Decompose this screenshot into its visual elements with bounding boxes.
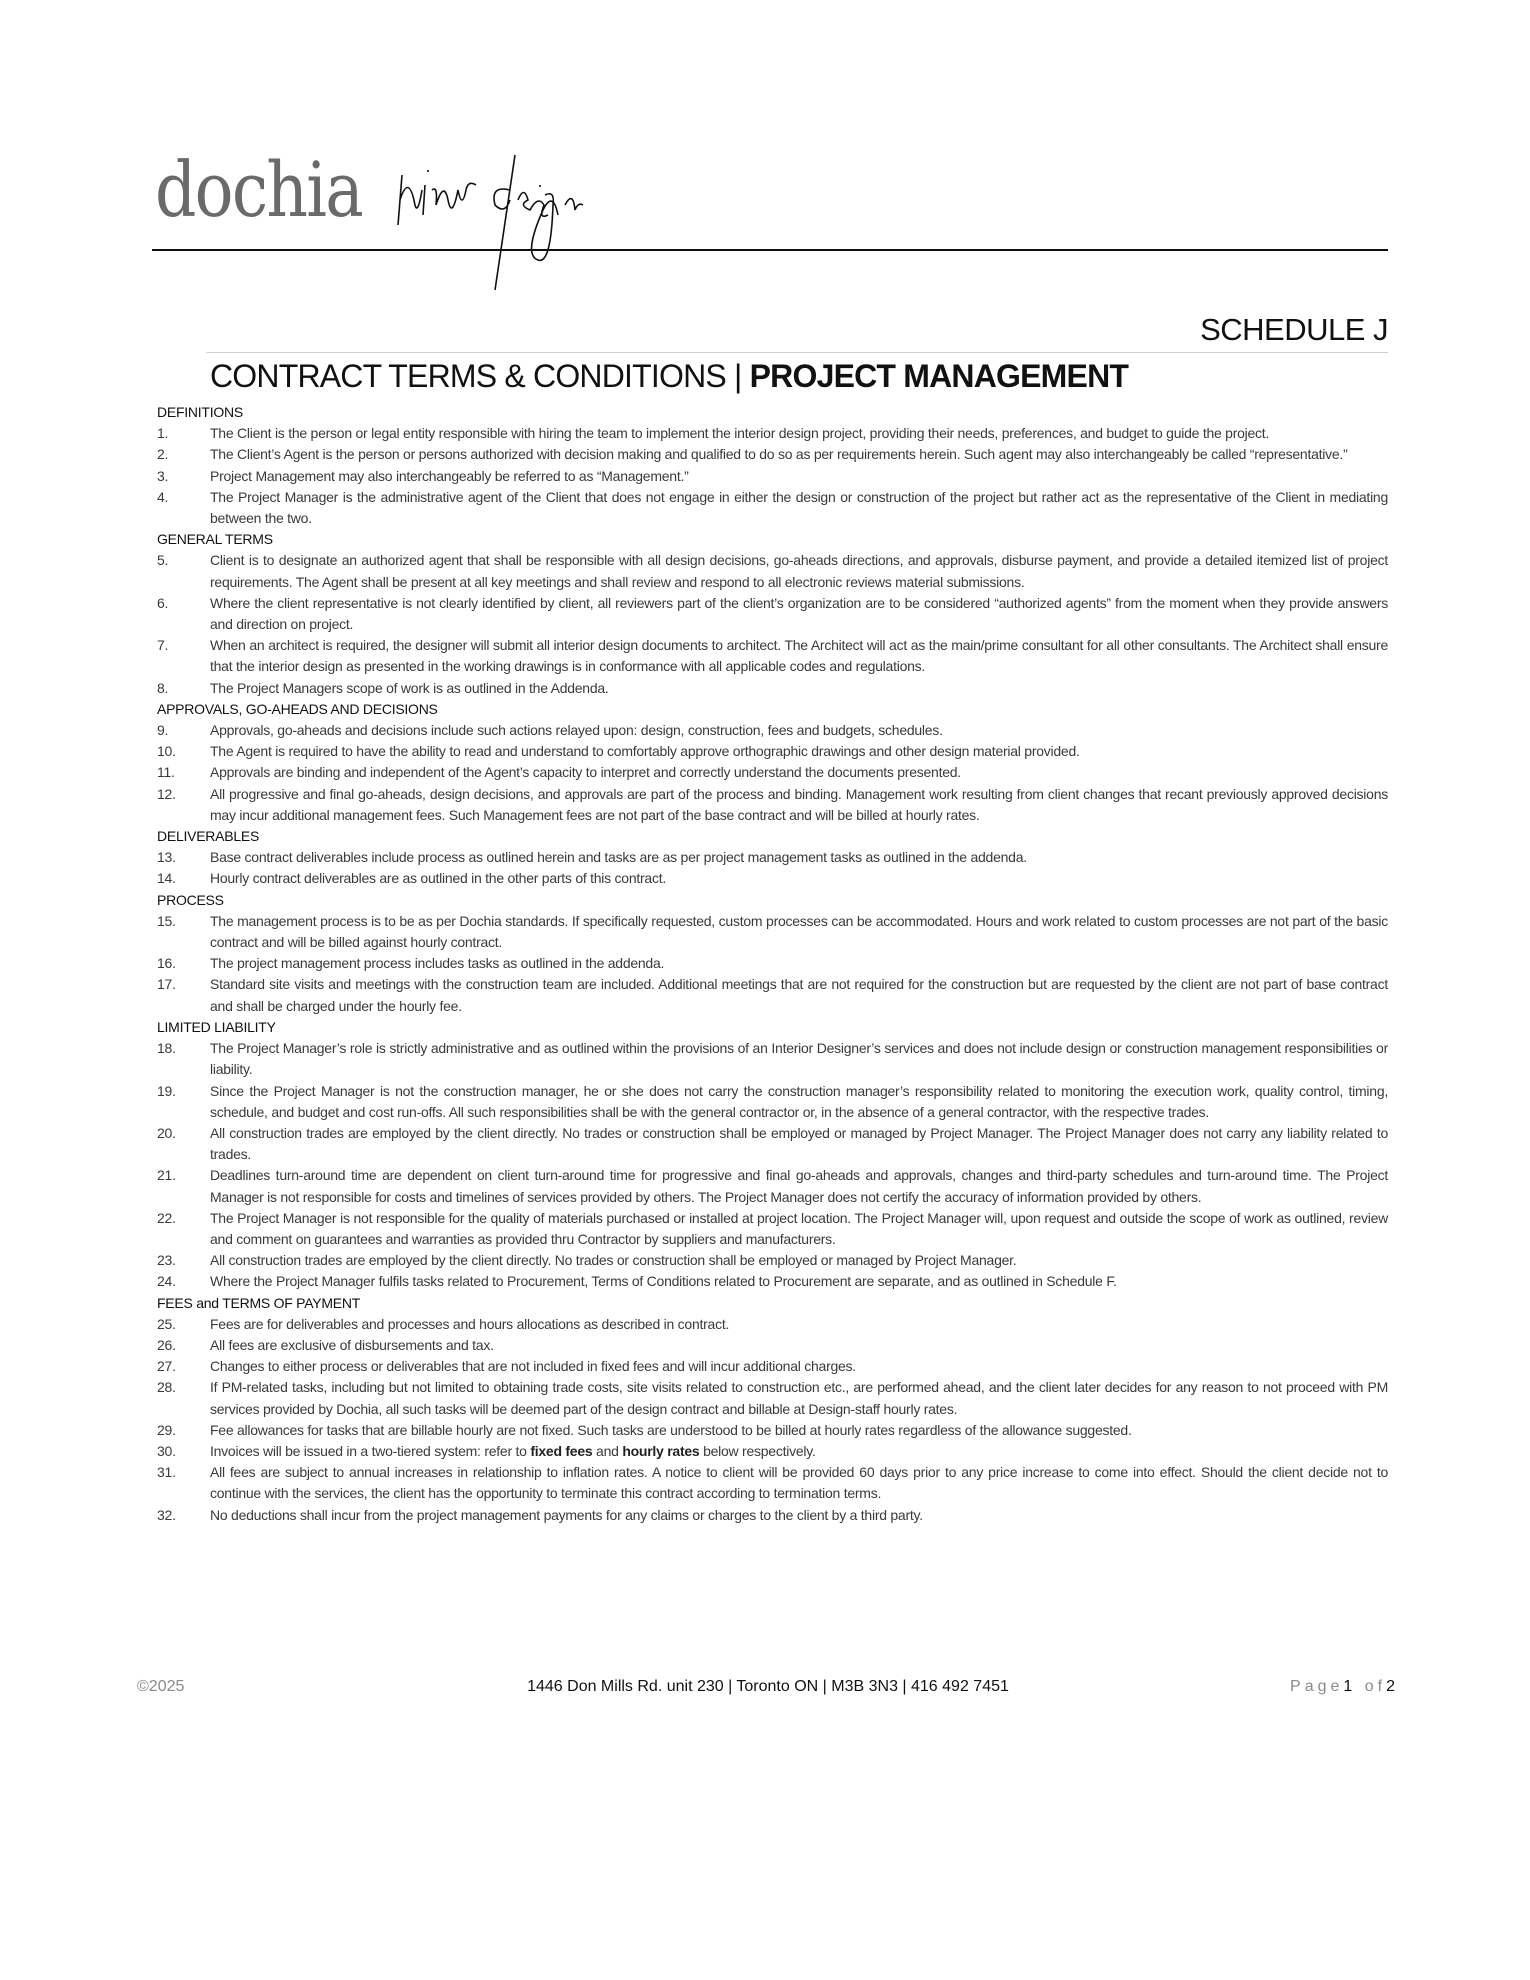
clause-number: 11. bbox=[157, 764, 175, 781]
clause-item bbox=[157, 1505, 1388, 1526]
clause-item bbox=[157, 593, 1388, 635]
logo-wordmark: dochia bbox=[155, 145, 363, 234]
clause-text bbox=[210, 1335, 1388, 1356]
clause-text bbox=[210, 466, 1388, 487]
terms-body bbox=[157, 402, 1388, 1526]
clause-text bbox=[210, 847, 1388, 868]
total-pages: 2 bbox=[1386, 1678, 1399, 1695]
clause-item bbox=[157, 1250, 1388, 1271]
clause-text-part: The Client is the person or legal entity responsible with hiring the team to implement the interior design project, providing their needs, preferences, and budget to guide the project. bbox=[210, 425, 1270, 442]
clause-number: 9. bbox=[157, 722, 169, 739]
clause-number: 17. bbox=[157, 976, 176, 993]
clause-text-bold: hourly rates bbox=[622, 1442, 700, 1459]
clause-number: 5. bbox=[157, 552, 169, 569]
clause-text bbox=[210, 444, 1388, 465]
clause-text-bold: fixed fees bbox=[530, 1442, 593, 1459]
clause-text bbox=[210, 953, 1388, 974]
title-regular: CONTRACT TERMS & CONDITIONS | bbox=[210, 358, 750, 394]
clause-text-part: No deductions shall incur from the project management payments for any claims or charges to the client by a third party. bbox=[210, 1506, 923, 1523]
clause-text bbox=[210, 1038, 1388, 1080]
clause-item bbox=[157, 1335, 1388, 1356]
section-heading: PROCESS bbox=[157, 891, 224, 908]
clause-item bbox=[157, 444, 1388, 465]
clause-number: 10. bbox=[157, 743, 176, 760]
clause-number: 7. bbox=[157, 637, 169, 654]
of-label: of bbox=[1364, 1678, 1387, 1695]
clause-number: 14. bbox=[157, 870, 176, 887]
clause-text bbox=[210, 1250, 1388, 1271]
clause-number: 13. bbox=[157, 849, 176, 866]
clause-item bbox=[157, 1462, 1388, 1504]
logo-script-signature bbox=[390, 130, 610, 290]
clause-number: 24. bbox=[157, 1273, 176, 1290]
clause-item bbox=[157, 678, 1388, 699]
page-label: Page bbox=[1290, 1678, 1344, 1695]
section-heading: DEFINITIONS bbox=[157, 404, 243, 420]
clause-text-part: Deadlines turn-around time are dependent on client turn-around time for progressive and final go-aheads and approvals, changes and third-party schedules and turn-around time. The Project Manager is not responsible for costs and timelines of services provided by others. The Project Manager does not certify the accuracy of information provided by others. bbox=[210, 1167, 1388, 1205]
clause-number: 6. bbox=[157, 594, 169, 611]
clause-text-part: Client is to designate an authorized agent that shall be responsible with all design decisions, go-aheads directions, and approvals, disburse payment, and provide a detailed itemized list of project requirements. The Agent shall be present at all key meetings and shall review and respond to all electronic reviews material submissions. bbox=[210, 552, 1388, 590]
clause-text bbox=[210, 1356, 1388, 1377]
clause-number: 32. bbox=[157, 1506, 176, 1523]
clause-text bbox=[210, 678, 1388, 699]
clause-text bbox=[210, 762, 1388, 783]
clause-text-part: Hourly contract deliverables are as outlined in the other parts of this contract. bbox=[210, 870, 666, 887]
clause-item bbox=[157, 423, 1388, 444]
clause-text-part: Changes to either process or deliverables that are not included in fixed fees and will incur additional charges. bbox=[210, 1358, 856, 1375]
clause-text bbox=[210, 741, 1388, 762]
clause-text-part: If PM-related tasks, including but not limited to obtaining trade costs, site visits related to construction etc., are performed ahead, and the client later decides for any reason to not proceed with PM services provided by Dochia, all such tasks will be deemed part of the design contract and billable at Design-staff hourly rates. bbox=[210, 1379, 1388, 1417]
clause-text-part: All fees are subject to annual increases in relationship to inflation rates. A notice to client will be provided 60 days prior to any price increase to come into effect. Should the client decide not to continue with the services, the client has the opportunity to terminate this contract according to termination terms. bbox=[210, 1464, 1388, 1502]
clause-number: 1. bbox=[157, 425, 169, 442]
clause-text-part: All construction trades are employed by the client directly. No trades or construction shall be employed or managed by Project Manager. bbox=[210, 1252, 1017, 1269]
title-bold: PROJECT MANAGEMENT bbox=[749, 358, 1129, 394]
clause-text-part: The project management process includes tasks as outlined in the addenda. bbox=[210, 955, 665, 972]
clause-text bbox=[210, 868, 1388, 889]
clause-item bbox=[157, 911, 1388, 953]
clause-item bbox=[157, 741, 1388, 762]
clause-number: 22. bbox=[157, 1209, 176, 1226]
clause-text-part: All fees are exclusive of disbursements and tax. bbox=[210, 1336, 494, 1353]
clause-item bbox=[157, 1271, 1388, 1292]
clause-text-part: The Agent is required to have the ability to read and understand to comfortably approve orthographic drawings and other design material provided. bbox=[210, 743, 1080, 760]
clause-number: 3. bbox=[157, 467, 169, 484]
clause-text-part: The Project Managers scope of work is as outlined in the Addenda. bbox=[210, 679, 609, 696]
clause-item bbox=[157, 953, 1388, 974]
clause-text-part: below respectively. bbox=[699, 1442, 816, 1459]
section-heading: FEES and TERMS OF PAYMENT bbox=[157, 1294, 361, 1311]
clause-item bbox=[157, 847, 1388, 868]
clause-number: 27. bbox=[157, 1358, 176, 1375]
page-title bbox=[210, 358, 1128, 395]
clause-item bbox=[157, 1208, 1388, 1250]
clause-text bbox=[210, 487, 1388, 529]
clause-text-part: Invoices will be issued in a two-tiered system: refer to bbox=[210, 1442, 531, 1459]
clause-text bbox=[210, 593, 1388, 635]
clause-text-part: Fees are for deliverables and processes and hours allocations as described in contract. bbox=[210, 1315, 730, 1332]
clause-number: 8. bbox=[157, 679, 169, 696]
section-heading: APPROVALS, GO-AHEADS AND DECISIONS bbox=[157, 700, 438, 717]
clause-item bbox=[157, 1441, 1388, 1462]
header-rule bbox=[152, 249, 1388, 251]
clause-item bbox=[157, 720, 1388, 741]
clause-text bbox=[210, 784, 1388, 826]
clause-text bbox=[210, 1377, 1388, 1419]
clause-number: 29. bbox=[157, 1421, 176, 1438]
clause-item bbox=[157, 635, 1388, 677]
clause-number: 19. bbox=[157, 1082, 176, 1099]
clause-text bbox=[210, 1123, 1388, 1165]
clause-text-part: All progressive and final go-aheads, design decisions, and approvals are part of the process and binding. Management work resulting from client changes that recant previously approved decisions may incur additional management fees. Such Management fees are not part of the base contract and will be billed at hourly rates. bbox=[210, 785, 1388, 823]
clause-text-part: The management process is to be as per Dochia standards. If specifically requested, custom processes can be accommodated. Hours and work related to custom processes are not part of the basic contract and will be billed against hourly contract. bbox=[210, 912, 1388, 951]
clause-number: 28. bbox=[157, 1379, 176, 1396]
clause-text-part: The Client’s Agent is the person or persons authorized with decision making and qualified to do so as per requirements herein. Such agent may also interchangeably be called “representative.” bbox=[210, 446, 1348, 463]
clause-text bbox=[210, 911, 1388, 953]
section-heading: GENERAL TERMS bbox=[157, 531, 273, 548]
clause-text-part: The Project Manager is not responsible for the quality of materials purchased or installed at project location. The Project Manager will, upon request and outside the scope of work as outlined, review and comment on guarantees and warranties as provided thru Contractor by suppliers and manufacturers. bbox=[210, 1209, 1388, 1247]
clause-text bbox=[210, 1208, 1388, 1250]
page-number bbox=[1290, 1678, 1399, 1696]
clause-number: 20. bbox=[157, 1124, 176, 1141]
clause-text bbox=[210, 1165, 1388, 1207]
current-page: 1 bbox=[1343, 1678, 1357, 1695]
clause-text-part: When an architect is required, the designer will submit all interior design documents to architect. The Architect will act as the main/prime consultant for all other consultants. The Architect shall ensure that the interior design as presented in the working drawings is in conformance with all applicable codes and regulations. bbox=[210, 637, 1388, 675]
clause-number: 26. bbox=[157, 1336, 176, 1353]
clause-text-part: Project Management may also interchangeably be referred to as “Management.” bbox=[210, 467, 689, 484]
clause-item bbox=[157, 784, 1388, 826]
clause-number: 2. bbox=[157, 446, 169, 463]
clause-number: 16. bbox=[157, 955, 176, 972]
clause-item bbox=[157, 1038, 1388, 1080]
clause-text-part: All construction trades are employed by the client directly. No trades or construction shall be employed or managed by Project Manager. The Project Manager does not carry any liability related to trades. bbox=[210, 1124, 1388, 1163]
clause-text-part: The Project Manager is the administrative agent of the Client that does not engage in either the design or construction of the project but rather act as the representative of the Client in mediating between the two. bbox=[210, 488, 1388, 527]
clause-number: 18. bbox=[157, 1040, 176, 1057]
clause-text bbox=[210, 1314, 1388, 1335]
section-heading: LIMITED LIABILITY bbox=[157, 1018, 276, 1035]
clause-text bbox=[210, 720, 1388, 741]
schedule-label: SCHEDULE J bbox=[1200, 312, 1388, 347]
title-divider bbox=[206, 352, 1388, 353]
clause-text bbox=[210, 1420, 1388, 1441]
clause-text-part: Since the Project Manager is not the construction manager, he or she does not carry the construction manager’s responsibility related to monitoring the execution work, quality control, timing, schedule, and budget and cost run-offs. All such responsibilities shall be with the general contractor or, in the absence of a general contractor, with the respective trades. bbox=[210, 1082, 1388, 1120]
clause-item bbox=[157, 762, 1388, 783]
clause-text bbox=[210, 1441, 1388, 1462]
clause-text-part: Approvals are binding and independent of the Agent’s capacity to interpret and correctly understand the documents presented. bbox=[210, 764, 961, 781]
clause-number: 12. bbox=[157, 785, 176, 802]
clause-text-part: The Project Manager’s role is strictly administrative and as outlined within the provisions of an Interior Designer’s services and does not include design or construction management responsibilities or liability. bbox=[210, 1040, 1388, 1078]
clause-item bbox=[157, 487, 1388, 529]
clause-item bbox=[157, 974, 1388, 1016]
clause-text bbox=[210, 974, 1388, 1016]
clause-text-part: Approvals, go-aheads and decisions include such actions relayed upon: design, construction, fees and budgets, schedules. bbox=[210, 722, 943, 739]
clause-number: 21. bbox=[157, 1167, 176, 1184]
clause-number: 4. bbox=[157, 488, 169, 505]
clause-item bbox=[157, 1420, 1388, 1441]
clause-item bbox=[157, 1356, 1388, 1377]
clause-text-part: Where the client representative is not clearly identified by client, all reviewers part of the client’s organization are to be considered “authorized agents” from the moment when they provide answers and direction on project. bbox=[210, 594, 1388, 633]
clause-number: 25. bbox=[157, 1315, 176, 1332]
clause-item bbox=[157, 466, 1388, 487]
clause-number: 15. bbox=[157, 912, 176, 929]
clause-item bbox=[157, 1377, 1388, 1419]
clause-item bbox=[157, 1123, 1388, 1165]
footer-address: 1446 Don Mills Rd. unit 230 | Toronto ON | M3B 3N3 | 416 492 7451 bbox=[527, 1678, 1009, 1695]
clause-text bbox=[210, 1081, 1388, 1123]
clause-number: 23. bbox=[157, 1252, 176, 1269]
clause-text-part: Base contract deliverables include process as outlined herein and tasks are as per project management tasks as outlined in the addenda. bbox=[210, 849, 1027, 866]
clause-item bbox=[157, 1314, 1388, 1335]
footer-copyright: ©2025 bbox=[137, 1678, 185, 1695]
clause-text bbox=[210, 1505, 1388, 1526]
clause-item bbox=[157, 868, 1388, 889]
clause-text-part: and bbox=[592, 1442, 623, 1459]
clause-text bbox=[210, 635, 1388, 677]
clause-number: 30. bbox=[157, 1442, 176, 1459]
clause-item bbox=[157, 550, 1388, 592]
clause-item bbox=[157, 1165, 1388, 1207]
clause-text-part: Fee allowances for tasks that are billable hourly are not fixed. Such tasks are understood to be billed at hourly rates regardless of the allowance suggested. bbox=[210, 1421, 1132, 1438]
clause-item bbox=[157, 1081, 1388, 1123]
section-heading: DELIVERABLES bbox=[157, 828, 260, 845]
clause-text bbox=[210, 423, 1388, 444]
clause-text bbox=[210, 1271, 1388, 1292]
clause-text bbox=[210, 1462, 1388, 1504]
clause-number: 31. bbox=[157, 1464, 176, 1481]
clause-text-part: Standard site visits and meetings with the construction team are included. Additional meetings that are not required for the construction but are requested by the client are not part of base contract and shall be charged under the hourly fee. bbox=[210, 976, 1388, 1014]
clause-text-part: Where the Project Manager fulfils tasks related to Procurement, Terms of Conditions related to Procurement are separate, and as outlined in Schedule F. bbox=[210, 1273, 1117, 1290]
clause-text bbox=[210, 550, 1388, 592]
